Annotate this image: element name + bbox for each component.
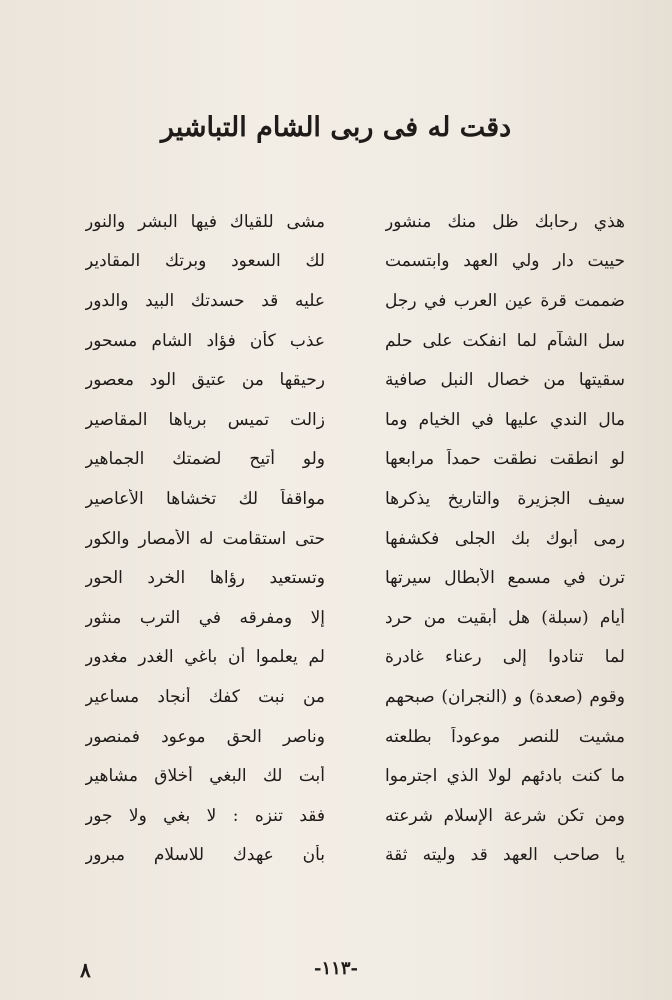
poem-body — [85, 202, 625, 932]
verse-first-hemistich: سقيتها من خصال النبل صافية — [385, 370, 625, 391]
verse-row — [85, 677, 625, 717]
verse-first-hemistich: وقوم (صعدة) و (النجران) صبحهم — [385, 686, 625, 707]
verse-row — [85, 202, 625, 242]
verse-first-hemistich: لما تنادوا إلى رعناء غادرة — [385, 647, 625, 668]
verse-row — [85, 756, 625, 796]
verse-second-hemistich: زالت تميس برياها المقاصير — [85, 409, 325, 430]
verse-first-hemistich: مشيت للنصر موعوداً بطلعته — [385, 726, 625, 747]
verse-second-hemistich: فقد تنزه : لا بغي ولا جور — [85, 805, 325, 826]
verse-first-hemistich: سيف الجزيرة والتاريخ يذكرها — [385, 488, 625, 509]
section-number: ٨ — [80, 958, 91, 982]
verse-row — [85, 598, 625, 638]
verse-row — [85, 242, 625, 282]
verse-first-hemistich: يا صاحب العهد قد وليته ثقة — [385, 845, 625, 866]
verse-row — [85, 717, 625, 757]
verse-second-hemistich: من نبت كفك أنجاد مساعير — [85, 686, 325, 707]
verse-row — [85, 558, 625, 598]
verse-second-hemistich: حتى استقامت له الأمصار والكور — [85, 528, 325, 549]
verse-row — [85, 400, 625, 440]
verse-second-hemistich: مشى للقياك فيها البشر والنور — [85, 211, 325, 232]
verse-second-hemistich: عليه قد حسدتك البيد والدور — [85, 290, 325, 311]
verse-second-hemistich: عذب كأن فؤاد الشام مسحور — [85, 330, 325, 351]
verse-second-hemistich: إلا ومفرقه في الترب منثور — [85, 607, 325, 628]
verse-second-hemistich: بأن عهدك للاسلام مبرور — [85, 845, 325, 866]
verse-first-hemistich: مال الندي عليها في الخيام وما — [385, 409, 625, 430]
verse-second-hemistich: لك السعود وبرتك المقادير — [85, 251, 325, 272]
verse-first-hemistich: رمى أبوك بك الجلى فكشفها — [385, 528, 625, 549]
verse-row — [85, 836, 625, 876]
verse-first-hemistich: سل الشآم لما انفكت على حلم — [385, 330, 625, 351]
verse-row — [85, 796, 625, 836]
verse-first-hemistich: حييت دار ولي العهد وابتسمت — [385, 251, 625, 272]
verse-first-hemistich: ومن تكن شرعة الإسلام شرعته — [385, 805, 625, 826]
verse-first-hemistich: هذي رحابك ظل منك منشور — [385, 211, 625, 232]
verse-second-hemistich: أبت لك البغي أخلاق مشاهير — [85, 766, 325, 787]
page-number: -١١٣- — [314, 958, 358, 979]
page-footer — [0, 958, 672, 988]
verse-first-hemistich: أيام (سبلة) هل أبقيت من حرد — [385, 607, 625, 628]
verse-first-hemistich: ما كنت بادئهم لولا الذي اجترموا — [385, 766, 625, 787]
verse-first-hemistich: ضممت قرة عين العرب في رجل — [385, 290, 625, 311]
poem-title: دقت له فى ربى الشام التباشير — [160, 112, 512, 143]
verse-second-hemistich: رحيقها من عتيق الود معصور — [85, 370, 325, 391]
verse-row — [85, 479, 625, 519]
verse-second-hemistich: وتستعيد رؤاها الخرد الحور — [85, 568, 325, 589]
verse-row — [85, 519, 625, 559]
verse-second-hemistich: وناصر الحق موعود فمنصور — [85, 726, 325, 747]
verse-row — [85, 360, 625, 400]
verse-second-hemistich: مواقفاً لك تخشاها الأعاصير — [85, 488, 325, 509]
verse-second-hemistich: ولو أتيح لضمتك الجماهير — [85, 449, 325, 470]
verse-row — [85, 638, 625, 678]
verse-second-hemistich: لم يعلموا أن باغي الغدر مغدور — [85, 647, 325, 668]
verse-row — [85, 321, 625, 361]
verse-first-hemistich: ترن في مسمع الأبطال سيرتها — [385, 568, 625, 589]
verse-row — [85, 281, 625, 321]
verse-first-hemistich: لو انطقت نطقت حمداً مرابعها — [385, 449, 625, 470]
verse-row — [85, 440, 625, 480]
